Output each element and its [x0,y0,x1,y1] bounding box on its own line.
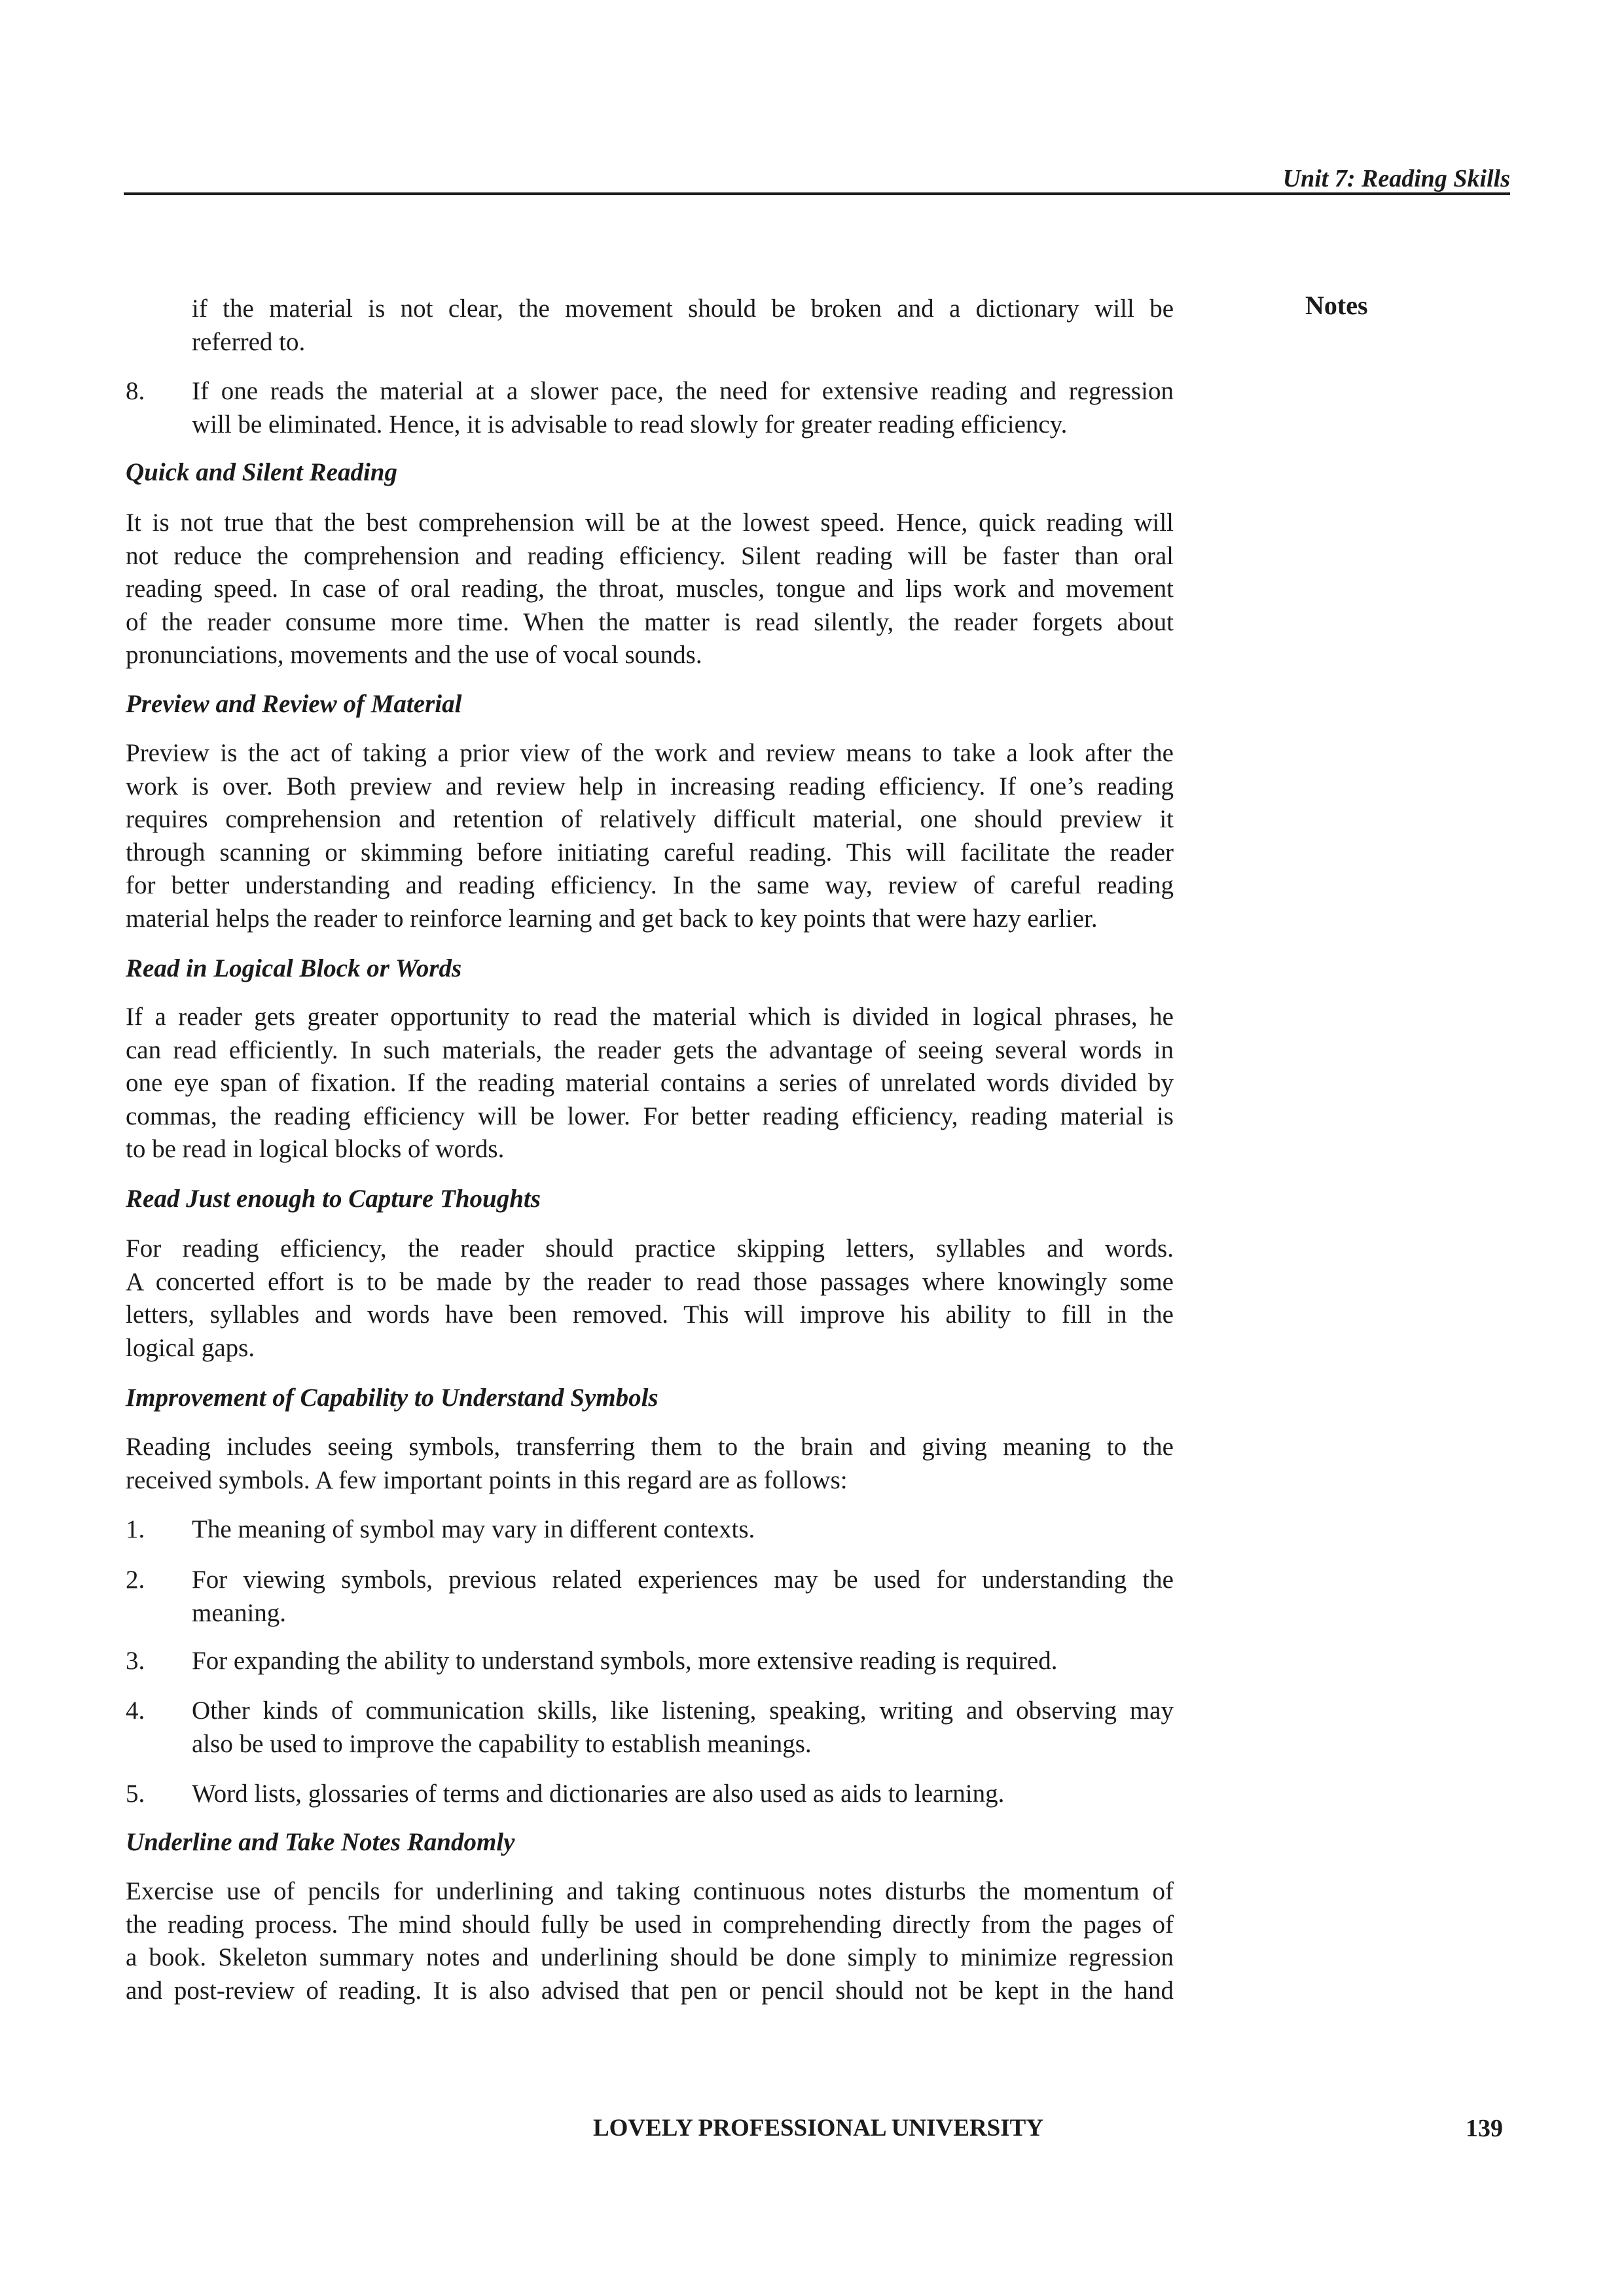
list-item-text [192,1778,1174,1811]
text-line: requires comprehension and retention of relatively difficult material, one should preview it [126,805,1174,833]
text-line: one eye span of fixation. If the reading material contains a series of unrelated words divided by [126,1069,1174,1097]
section-heading: Read Just enough to Capture Thoughts [126,1185,541,1213]
list-item-text [192,1513,1174,1547]
text-line: Other kinds of communication skills, like listening, speaking, writing and observing may [192,1696,1174,1725]
text-line: letters, syllables and words have been removed. This will improve his ability to fill in the [126,1300,1174,1329]
list-item-text [192,375,1174,441]
text-line: not reduce the comprehension and reading efficiency. Silent reading will be faster than oral [126,541,1174,570]
header-rule [124,192,1510,195]
paragraph [126,737,1174,935]
section-heading: Read in Logical Block or Words [126,954,462,982]
paragraph [126,1001,1174,1166]
paragraph [126,507,1174,672]
text-line: can read efficiently. In such materials, the reader gets the advantage of seeing several words in [126,1035,1174,1064]
text-line: meaning. [192,1598,287,1627]
text-line: and post-review of reading. It is also advised that pen or pencil should not be kept in the hand [126,1976,1174,2005]
paragraph [126,1431,1174,1497]
text-line: logical gaps. [126,1333,255,1362]
text-line: to be read in logical blocks of words. [126,1135,505,1163]
paragraph [126,1875,1174,2007]
section-heading: Preview and Review of Material [126,690,462,718]
text-line: for better understanding and reading efficiency. In the same way, review of careful reading [126,871,1174,899]
section-heading: Underline and Take Notes Randomly [126,1828,515,1856]
text-line: For viewing symbols, previous related experiences may be used for understanding the [192,1566,1174,1594]
text-line: For reading efficiency, the reader should practice skipping letters, syllables and words. [126,1234,1174,1263]
text-line: will be eliminated. Hence, it is advisable to read slowly for greater reading efficiency. [192,410,1068,439]
paragraph [126,1232,1174,1365]
text-line: material helps the reader to reinforce learning and get back to key points that were hazy earlier. [126,904,1098,933]
text-line: of the reader consume more time. When the matter is read silently, the reader forgets about [126,607,1174,636]
footer-university-name: LOVELY PROFESSIONAL UNIVERSITY [592,2115,1044,2142]
list-item-2 [126,1564,1174,1630]
text-line: For expanding the ability to understand symbols, more extensive reading is required. [192,1647,1058,1675]
text-line: If one reads the material at a slower pace, the need for extensive reading and regression [192,377,1174,405]
text-line: It is not true that the best comprehension will be at the lowest speed. Hence, quick reading will [126,509,1174,537]
text-line: referred to. [192,327,306,356]
list-item-text [192,293,1174,359]
text-line: a book. Skeleton summary notes and underlining should be done simply to minimize regression [126,1943,1174,1971]
section-heading: Quick and Silent Reading [126,458,397,486]
running-header-title: Unit 7: Reading Skills [1282,165,1510,192]
margin-notes-label: Notes [1305,291,1368,320]
text-line: The meaning of symbol may vary in different contexts. [192,1515,755,1543]
list-number: 3. [126,1647,145,1675]
text-line: pronunciations, movements and the use of vocal sounds. [126,641,702,669]
list-item-text [192,1564,1174,1630]
section-heading: Improvement of Capability to Understand Symbols [126,1384,659,1412]
list-item-5 [126,1778,1174,1811]
list-item-8 [126,375,1174,441]
text-line: A concerted effort is to be made by the reader to read those passages where knowingly some [126,1267,1174,1296]
text-line: Reading includes seeing symbols, transferring them to the brain and giving meaning to the [126,1433,1174,1461]
list-item-text [192,1695,1174,1761]
continued-list-item [126,293,1174,359]
text-line: through scanning or skimming before initiating careful reading. This will facilitate the reader [126,838,1174,867]
list-number: 8. [126,377,145,405]
text-line: work is over. Both preview and review help in increasing reading efficiency. If one’s reading [126,772,1174,800]
list-item-1 [126,1513,1174,1547]
text-line: received symbols. A few important points in this regard are as follows: [126,1465,848,1494]
text-line: If a reader gets greater opportunity to read the material which is divided in logical phrases, he [126,1003,1174,1031]
list-number: 2. [126,1566,145,1594]
page-number: 139 [1466,2115,1503,2142]
list-item-4 [126,1695,1174,1761]
list-number: 5. [126,1780,145,1808]
text-line: the reading process. The mind should fully be used in comprehending directly from the pages of [126,1910,1174,1939]
text-line: if the material is not clear, the movement should be broken and a dictionary will be [192,295,1174,323]
text-line: Preview is the act of taking a prior view of the work and review means to take a look after the [126,739,1174,767]
text-line: Exercise use of pencils for underlining and taking continuous notes disturbs the momentum of [126,1877,1174,1905]
text-line: reading speed. In case of oral reading, the throat, muscles, tongue and lips work and movement [126,575,1174,603]
text-line: commas, the reading efficiency will be lower. For better reading efficiency, reading material is [126,1102,1174,1130]
list-item-3 [126,1645,1174,1678]
text-line: also be used to improve the capability to establish meanings. [192,1729,812,1758]
list-number: 4. [126,1696,145,1725]
list-number: 1. [126,1515,145,1543]
text-line: Word lists, glossaries of terms and dictionaries are also used as aids to learning. [192,1780,1005,1808]
list-item-text [192,1645,1174,1678]
